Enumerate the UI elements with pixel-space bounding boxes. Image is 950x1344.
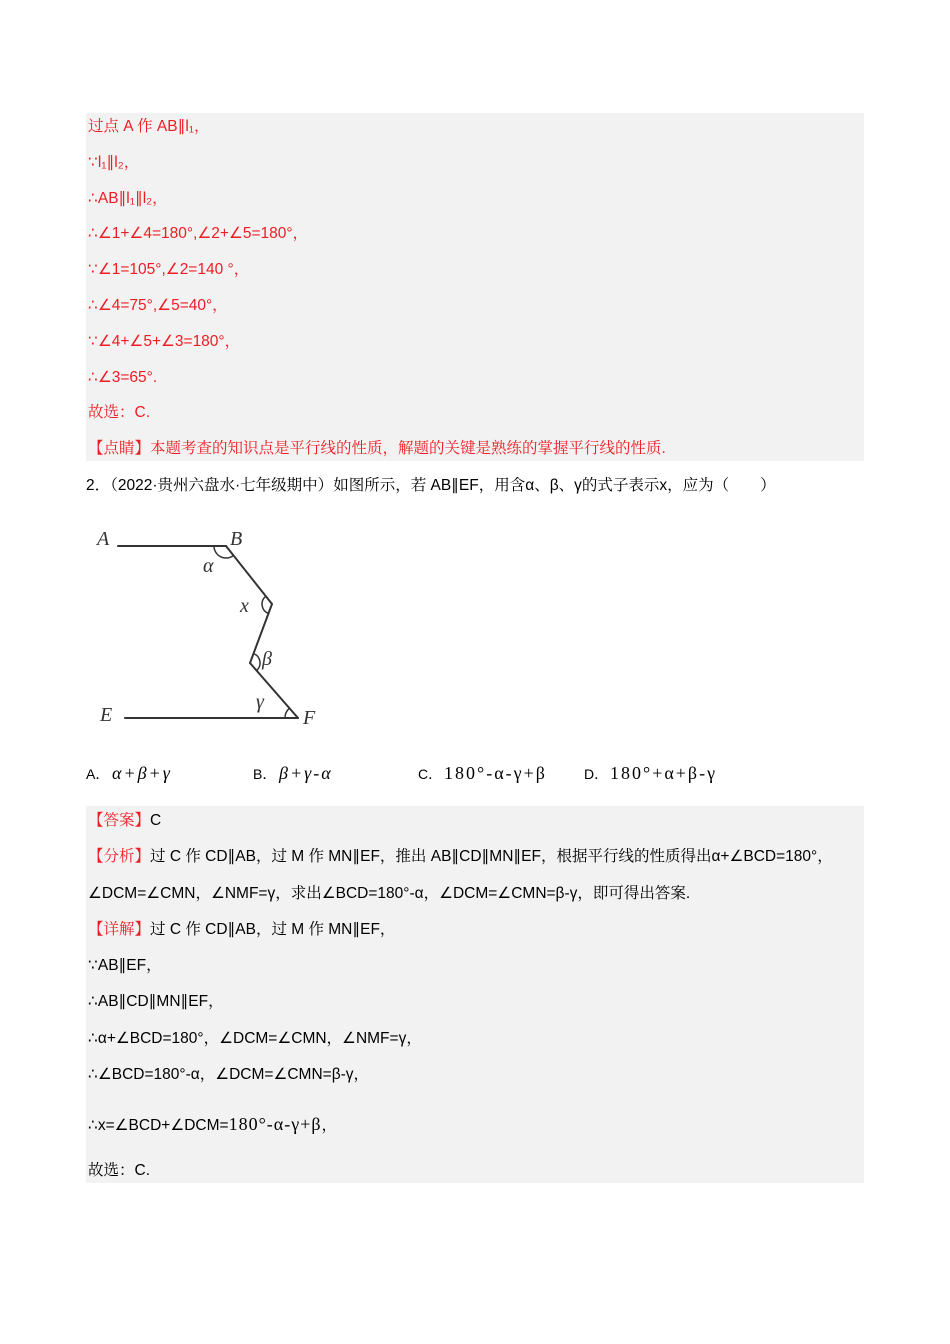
answer-options	[0, 755, 950, 791]
option-expression: 180°-α-γ+β	[444, 763, 547, 783]
question-text: 如图所示，若 AB∥EF，用含α、β、γ的式子表示x，应为（ ）	[333, 477, 776, 494]
analysis-line	[88, 839, 864, 875]
final-prefix: ∴x=∠BCD+∠DCM=	[88, 1117, 229, 1135]
answer-line	[88, 806, 864, 839]
answer-label: 【答案】	[88, 812, 151, 829]
geometry-figure	[90, 515, 330, 735]
detail-label: 【详解】	[88, 920, 151, 938]
angle-gamma-arc	[285, 708, 289, 718]
answer-value: C	[150, 812, 162, 829]
previous-solution-lines	[86, 113, 864, 461]
solution-line: 过点 A 作 AB∥l₁，	[88, 118, 210, 135]
solution-line: ∴∠3=65°.	[88, 368, 158, 386]
solution-conclusion: 故选：C.	[88, 404, 151, 422]
point-label-e: E	[100, 704, 113, 726]
detail-line: ∴∠BCD=180°-α，∠DCM=∠CMN=β-γ，	[88, 1066, 370, 1084]
previous-solution-box	[86, 113, 864, 461]
point-label-b: B	[230, 528, 243, 550]
question-number: 2．	[86, 477, 111, 494]
option-b	[253, 755, 333, 791]
option-c	[418, 755, 547, 791]
detail-line: ∴α+∠BCD=180°，∠DCM=∠CMN，∠NMF=γ，	[88, 1029, 422, 1047]
detail-conclusion: 故选：C.	[88, 1161, 151, 1179]
analysis-line: ∠DCM=∠CMN，∠NMF=γ，求出∠BCD=180°-α，∠DCM=∠CMN=β-γ，即可得出答案.	[88, 884, 691, 902]
option-letter: A．	[86, 766, 110, 782]
key-point-note	[88, 431, 864, 461]
analysis-text: 过 C 作 CD∥AB，过 M 作 MN∥EF，推出 AB∥CD∥MN∥EF，根据平行线的性质得出α+∠BCD=180°，	[150, 848, 833, 866]
question-source: （2022·贵州六盘水·七年级期中）	[110, 477, 334, 494]
point-label-f: F	[303, 707, 316, 729]
angle-label-beta: β	[262, 648, 272, 670]
angle-label-gamma: γ	[256, 691, 264, 713]
option-d	[584, 755, 717, 791]
detail-final-line	[88, 1106, 864, 1142]
solution-line: ∴AB∥l₁∥l₂，	[88, 189, 168, 207]
option-letter: C．	[418, 766, 443, 782]
detail-line: ∴AB∥CD∥MN∥EF，	[88, 993, 224, 1011]
option-expression: β+γ-α	[279, 763, 333, 783]
option-expression: α+β+γ	[112, 763, 172, 783]
solution-line: ∴∠4=75°,∠5=40°，	[88, 296, 228, 314]
option-letter: B．	[253, 766, 277, 782]
solution-line: ∴∠1+∠4=180°,∠2+∠5=180°，	[88, 225, 309, 243]
detail-text: 过 C 作 CD∥AB，过 M 作 MN∥EF，	[150, 920, 396, 938]
question-stem	[86, 468, 876, 504]
angle-label-alpha: α	[203, 555, 214, 577]
solution-line: ∵∠4+∠5+∠3=180°，	[88, 332, 241, 350]
answer-box	[86, 806, 864, 1183]
solution-line: ∵l₁∥l₂，	[88, 153, 140, 171]
detail-line: ∵AB∥EF，	[88, 957, 162, 975]
segment-b-c	[226, 546, 272, 604]
point-label-a: A	[97, 528, 110, 550]
option-a	[86, 755, 172, 791]
option-expression: 180°+α+β-γ	[610, 763, 718, 783]
final-expression: 180°-α-γ+β	[228, 1114, 322, 1135]
solution-line: ∵∠1=105°,∠2=140 °，	[88, 261, 250, 279]
angle-label-x: x	[240, 595, 249, 617]
detail-line	[88, 912, 864, 948]
key-point-label: 【点睛】	[88, 440, 151, 458]
final-suffix: ，	[321, 1117, 337, 1135]
answer-lines	[86, 806, 864, 1183]
analysis-label: 【分析】	[88, 848, 151, 866]
key-point-text: 本题考查的知识点是平行线的性质，解题的关键是熟练的掌握平行线的性质.	[150, 440, 666, 458]
option-letter: D．	[584, 766, 609, 782]
